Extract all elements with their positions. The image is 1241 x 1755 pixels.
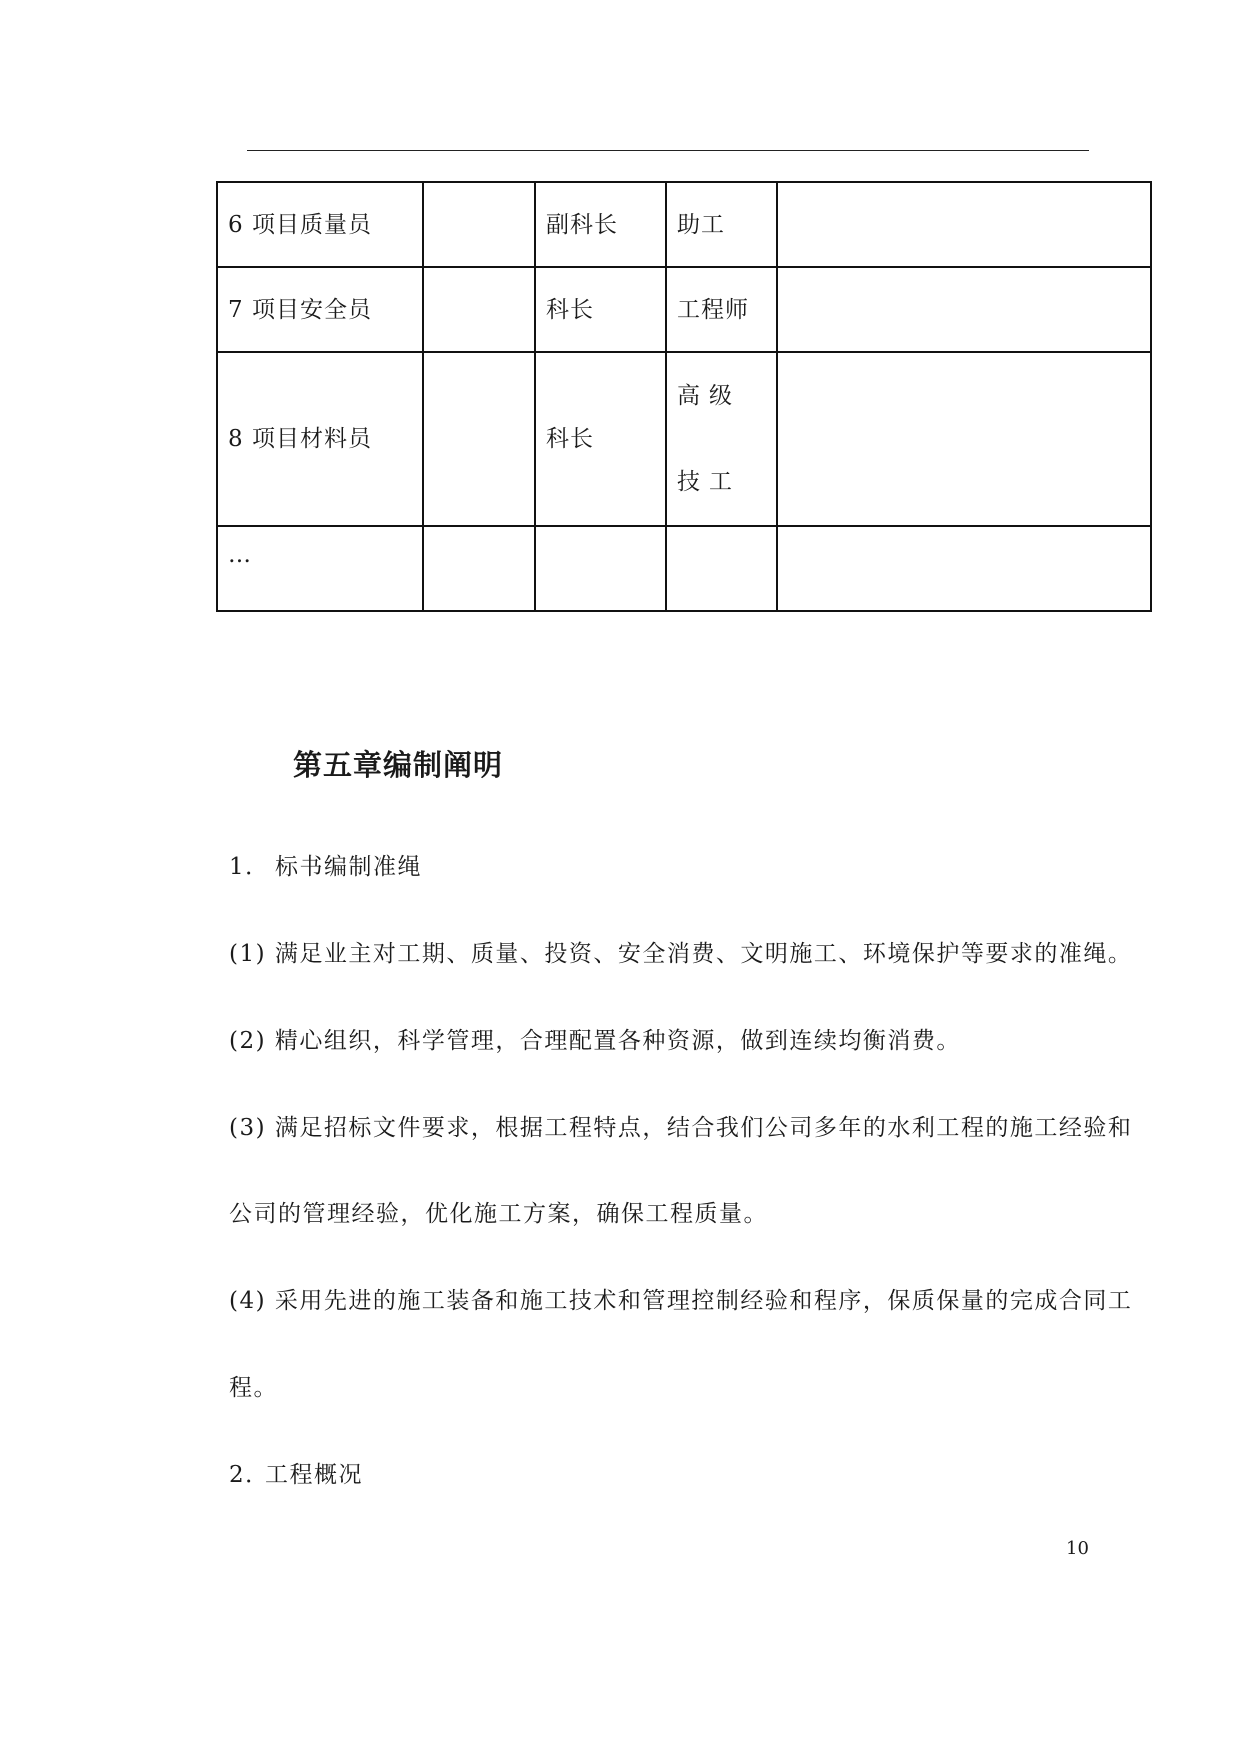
- paragraph-line: (4) 采用先进的施工装备和施工技术和管理控制经验和程序，保质保量的完成合同工: [229, 1288, 1133, 1314]
- section-number: 1．: [229, 854, 270, 880]
- table-cell: [423, 352, 535, 526]
- table-cell: 高级技工: [666, 352, 777, 526]
- section-number: 2．: [229, 1462, 270, 1488]
- table-cell: [535, 526, 666, 611]
- table-cell: 6 项目质量员: [217, 182, 423, 267]
- section-heading: [229, 1456, 1154, 1489]
- table-cell: 工程师: [666, 267, 777, 352]
- table-cell: [666, 526, 777, 611]
- paragraph-line: 公司的管理经验，优化施工方案，确保工程质量。: [229, 1201, 768, 1227]
- table-cell: [777, 182, 1151, 267]
- table-row: [217, 352, 1151, 526]
- paragraph-line: 程。: [229, 1375, 278, 1401]
- table-cell: 8 项目材料员: [217, 352, 423, 526]
- table-row: [217, 182, 1151, 267]
- table-cell: [777, 352, 1151, 526]
- page-number: 10: [1066, 1538, 1089, 1559]
- staff-table: [216, 181, 1152, 612]
- table-cell: …: [217, 526, 423, 611]
- section-title: 标书编制准绳: [275, 854, 422, 880]
- table-row: [217, 526, 1151, 611]
- table-cell: [423, 182, 535, 267]
- section-heading: [229, 848, 1154, 881]
- section-title: 工程概况: [265, 1462, 363, 1488]
- table-row: [217, 267, 1151, 352]
- table-cell: 科长: [535, 352, 666, 526]
- table-cell: 副科长: [535, 182, 666, 267]
- table-cell: 助工: [666, 182, 777, 267]
- paragraph-line: (3) 满足招标文件要求，根据工程特点，结合我们公司多年的水利工程的施工经验和: [229, 1115, 1133, 1141]
- table-cell: [777, 526, 1151, 611]
- table-cell: 科长: [535, 267, 666, 352]
- table-cell: [777, 267, 1151, 352]
- chapter-title: 第五章编制阐明: [293, 748, 504, 782]
- table-cell: 7 项目安全员: [217, 267, 423, 352]
- paragraph-line: (1) 满足业主对工期、质量、投资、安全消费、文明施工、环境保护等要求的准绳。: [229, 941, 1133, 967]
- table-cell: [423, 267, 535, 352]
- header-rule: [247, 150, 1089, 151]
- table-cell: [423, 526, 535, 611]
- paragraph-line: (2) 精心组织，科学管理，合理配置各种资源，做到连续均衡消费。: [229, 1028, 961, 1054]
